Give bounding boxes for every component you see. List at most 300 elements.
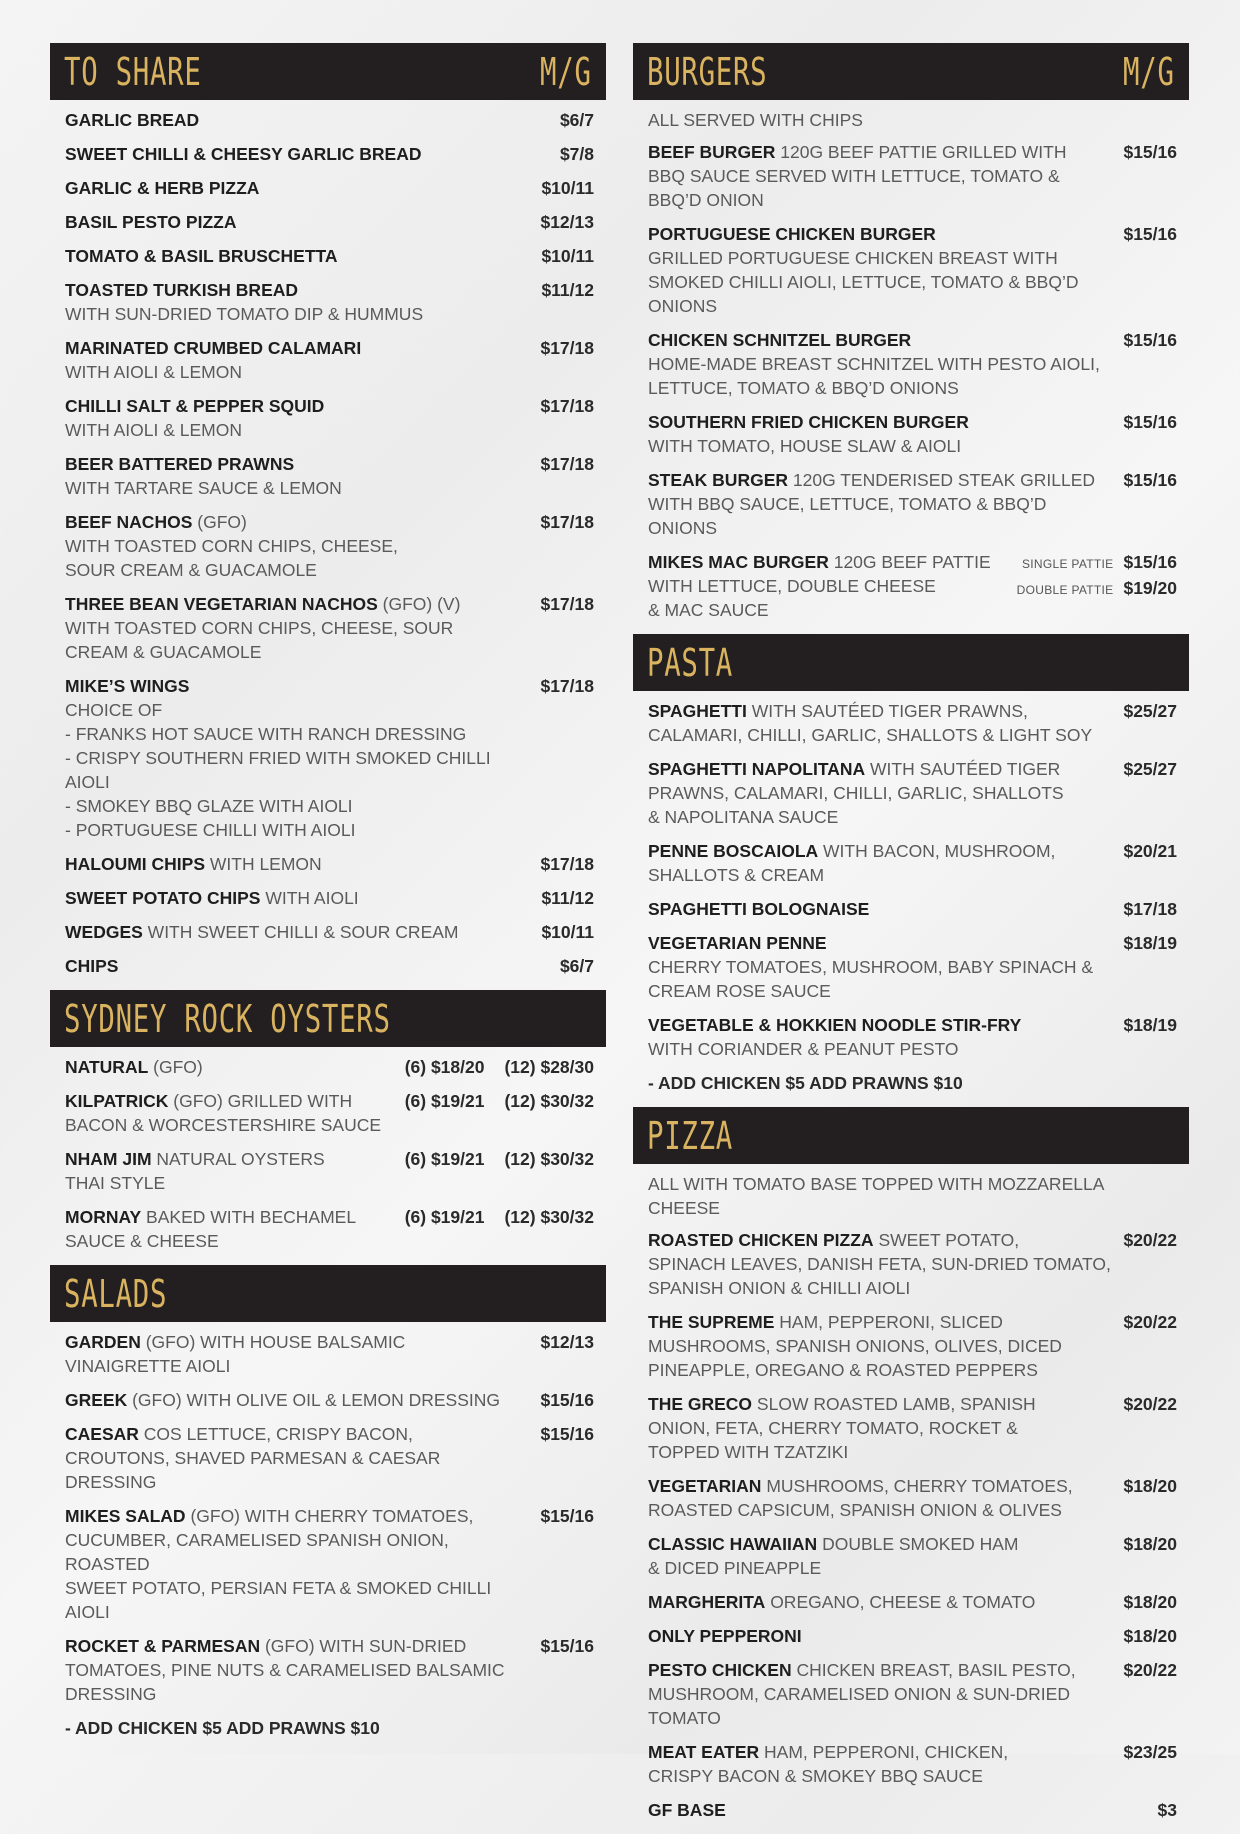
oyster-item (65, 1147, 594, 1195)
item-desc: PRAWNS, CALAMARI, CHILLI, GARLIC, SHALLOTS (648, 783, 1064, 803)
item-price: $15/16 (540, 1424, 594, 1444)
item-text (648, 1310, 1123, 1382)
menu-item (648, 1658, 1177, 1730)
item-option: - SMOKEY BBQ GLAZE WITH AIOLI (65, 796, 353, 816)
item-desc: WITH CORIANDER & PEANUT PESTO (648, 1039, 959, 1059)
section-header (50, 1265, 606, 1322)
item-desc: WITH AIOLI & LEMON (65, 420, 242, 440)
dozen-price: (12) $30/32 (504, 1149, 594, 1169)
item-text (65, 1388, 540, 1412)
size-label: M/G (1123, 49, 1175, 94)
half-dozen-price: (6) $19/21 (404, 1091, 485, 1111)
item-text (65, 1147, 405, 1195)
item-desc: CREAM ROSE SAUCE (648, 981, 831, 1001)
item-inline-desc: (GFO) WITH OLIVE OIL & LEMON DRESSING (132, 1390, 500, 1410)
section-header (633, 1107, 1189, 1164)
item-desc: & NAPOLITANA SAUCE (648, 807, 839, 827)
item-name: CHILLI SALT & PEPPER SQUID (65, 396, 325, 416)
item-text (65, 886, 541, 910)
item-name: BEER BATTERED PRAWNS (65, 454, 295, 474)
item-inline-desc: WITH BACON, MUSHROOM, (823, 841, 1056, 861)
item-name: BASIL PESTO PIZZA (65, 212, 237, 232)
item-name: PESTO CHICKEN (648, 1660, 792, 1680)
item-desc: THAI STYLE (65, 1173, 166, 1193)
item-text (648, 1532, 1123, 1580)
item-desc: MUSHROOM, CARAMELISED ONION & SUN-DRIED TOMATO (648, 1684, 1070, 1728)
menu-item (648, 222, 1177, 318)
double-label: DOUBLE PATTIE (1016, 583, 1114, 597)
item-desc: LETTUCE, TOMATO & BBQ’D ONIONS (648, 378, 959, 398)
item-price: $6/7 (559, 110, 594, 130)
item-text (65, 592, 540, 664)
item-inline-desc: 120G BEEF PATTIE (833, 552, 991, 572)
item-price: $11/12 (541, 888, 594, 908)
item-price: $20/22 (1123, 1660, 1177, 1680)
item-price: $18/19 (1123, 1015, 1177, 1035)
item-name: PENNE BOSCAIOLA (648, 841, 819, 861)
section-title: BURGERS (647, 49, 768, 94)
item-text (648, 328, 1123, 400)
item-desc: SWEET POTATO, PERSIAN FETA & SMOKED CHILLI AIOLI (65, 1578, 492, 1622)
menu-item (648, 1310, 1177, 1382)
item-desc: TOMATOES, PINE NUTS & CARAMELISED BALSAMIC DRESSING (65, 1660, 505, 1704)
dozen-price: (12) $30/32 (504, 1207, 594, 1227)
menu-item (65, 592, 594, 664)
half-dozen-price: (6) $18/20 (404, 1057, 485, 1077)
item-text (65, 954, 560, 978)
section-pasta (633, 634, 1189, 1095)
item-price: $6/7 (559, 956, 594, 976)
menu-item (648, 931, 1177, 1003)
item-text (65, 108, 560, 132)
item-text (65, 1634, 540, 1706)
item-desc: & DICED PINEAPPLE (648, 1558, 822, 1578)
item-price: $15/16 (540, 1636, 594, 1656)
single-price: $15/16 (1123, 552, 1177, 572)
item-text (648, 757, 1123, 829)
item-text (648, 1474, 1123, 1522)
item-text (648, 839, 1123, 887)
add-on-note: - ADD CHICKEN $5 ADD PRAWNS $10 (65, 1718, 380, 1738)
item-name: MIKES MAC BURGER (648, 552, 829, 572)
item-text (65, 510, 540, 582)
item-desc: MUSHROOMS, SPANISH ONIONS, OLIVES, DICED (648, 1336, 1062, 1356)
item-name: SPAGHETTI (648, 701, 747, 721)
half-dozen-price: (6) $19/21 (404, 1207, 485, 1227)
item-price: $18/20 (1123, 1626, 1177, 1646)
menu-list (65, 1330, 594, 1706)
item-price: $23/25 (1123, 1742, 1177, 1762)
item-text (648, 1624, 1123, 1648)
item-text (65, 336, 540, 384)
item-price: $18/20 (1123, 1592, 1177, 1612)
item-desc: CROUTONS, SHAVED PARMESAN & CAESAR DRESSING (65, 1448, 441, 1492)
section-title: SYDNEY ROCK OYSTERS (64, 996, 391, 1041)
item-price: $17/18 (540, 676, 594, 696)
item-desc: HOME-MADE BREAST SCHNITZEL WITH PESTO AIOLI, (648, 354, 1100, 374)
item-inline-desc: WITH AIOLI (265, 888, 359, 908)
item-text (65, 278, 541, 326)
item-desc: SPINACH LEAVES, DANISH FETA, SUN-DRIED TOMATO, (648, 1254, 1111, 1274)
item-name: MEAT EATER (648, 1742, 760, 1762)
menu-item (648, 468, 1177, 540)
item-inline-desc: CHICKEN BREAST, BASIL PESTO, (796, 1660, 1076, 1680)
item-desc: CREAM & GUACAMOLE (65, 642, 262, 662)
menu-item (65, 920, 594, 944)
item-desc: CALAMARI, CHILLI, GARLIC, SHALLOTS & LIGHT SOY (648, 725, 1093, 745)
item-text (648, 1392, 1123, 1464)
menu-item (648, 1624, 1177, 1648)
item-desc: BACON & WORCESTERSHIRE SAUCE (65, 1115, 382, 1135)
menu-list (648, 699, 1177, 1061)
item-price: $10/11 (541, 178, 594, 198)
item-desc: SMOKED CHILLI AIOLI, LETTUCE, TOMATO & BBQ’D ONIONS (648, 272, 1079, 316)
item-text (648, 897, 1123, 921)
item-inline-desc: HAM, PEPPERONI, SLICED (779, 1312, 1003, 1332)
item-text (648, 931, 1123, 1003)
item-text (65, 1504, 540, 1624)
menu-item (648, 699, 1177, 747)
menu-item (648, 1532, 1177, 1580)
item-name: SWEET POTATO CHIPS (65, 888, 261, 908)
menu-item (648, 1798, 1177, 1822)
section-title: SALADS (64, 1271, 168, 1316)
item-text (65, 394, 540, 442)
item-desc: VINAIGRETTE AIOLI (65, 1356, 231, 1376)
item-desc: CHERRY TOMATOES, MUSHROOM, BABY SPINACH & (648, 957, 1094, 977)
item-prices (1017, 550, 1177, 602)
item-inline-desc: BAKED WITH BECHAMEL (146, 1207, 357, 1227)
item-text (65, 852, 540, 876)
item-price: $25/27 (1123, 701, 1177, 721)
item-name: NATURAL (65, 1057, 149, 1077)
menu-item (65, 1634, 594, 1706)
item-inline-desc: OREGANO, CHEESE & TOMATO (770, 1592, 1036, 1612)
item-desc: TOPPED WITH TZATZIKI (648, 1442, 849, 1462)
item-desc: SAUCE & CHEESE (65, 1231, 219, 1251)
section-title: PIZZA (647, 1113, 733, 1158)
item-text (65, 1089, 405, 1137)
item-name: CAESAR (65, 1424, 139, 1444)
item-inline-desc: HAM, PEPPERONI, CHICKEN, (764, 1742, 1009, 1762)
item-inline-desc: SWEET POTATO, (878, 1230, 1020, 1250)
dozen-price: (12) $30/32 (504, 1091, 594, 1111)
item-name: THE SUPREME (648, 1312, 775, 1332)
item-name: BEEF BURGER (648, 142, 776, 162)
menu-item-mac-burger (648, 550, 1177, 622)
item-price: $18/20 (1123, 1476, 1177, 1496)
menu-item (65, 954, 594, 978)
oyster-item (65, 1205, 594, 1253)
menu-item (65, 1330, 594, 1378)
left-column (50, 43, 606, 1752)
item-text (648, 1658, 1123, 1730)
item-inline-desc: DOUBLE SMOKED HAM (822, 1534, 1019, 1554)
item-text (648, 140, 1123, 212)
item-desc: ROASTED CAPSICUM, SPANISH ONION & OLIVES (648, 1500, 1062, 1520)
item-name: SPAGHETTI NAPOLITANA (648, 759, 866, 779)
item-price: $17/18 (1123, 899, 1177, 919)
section-note: ALL WITH TOMATO BASE TOPPED WITH MOZZARELLA CHEESE (648, 1174, 1104, 1218)
section-salads (50, 1265, 606, 1740)
item-text (65, 1422, 540, 1494)
item-desc: WITH LETTUCE, DOUBLE CHEESE (648, 576, 936, 596)
section-oysters (50, 990, 606, 1253)
item-text (65, 920, 541, 944)
item-desc: WITH TOMATO, HOUSE SLAW & AIOLI (648, 436, 962, 456)
item-price: $7/8 (559, 144, 594, 164)
item-desc: GRILLED PORTUGUESE CHICKEN BREAST WITH (648, 248, 1058, 268)
item-name: SPAGHETTI BOLOGNAISE (648, 899, 870, 919)
item-inline-desc: COS LETTUCE, CRISPY BACON, (143, 1424, 413, 1444)
item-text (648, 468, 1123, 540)
item-option: - FRANKS HOT SAUCE WITH RANCH DRESSING (65, 724, 467, 744)
item-inline-desc: (GFO) GRILLED WITH (173, 1091, 353, 1111)
item-name: MORNAY (65, 1207, 142, 1227)
dozen-price: (12) $28/30 (504, 1057, 594, 1077)
item-text (65, 176, 541, 200)
item-name: TOASTED TURKISH BREAD (65, 280, 299, 300)
item-desc: WITH SUN-DRIED TOMATO DIP & HUMMUS (65, 304, 424, 324)
menu-item (648, 1590, 1177, 1614)
item-name: CHIPS (65, 956, 119, 976)
menu-item (65, 1422, 594, 1494)
menu-list (648, 140, 1177, 540)
item-price: $20/22 (1123, 1230, 1177, 1250)
item-name: CLASSIC HAWAIIAN (648, 1534, 818, 1554)
item-price: $15/16 (1123, 470, 1177, 490)
item-price: $17/18 (540, 594, 594, 614)
item-price: $15/16 (1123, 224, 1177, 244)
item-name: SWEET CHILLI & CHEESY GARLIC BREAD (65, 144, 422, 164)
section-title: TO SHARE (64, 49, 202, 94)
item-inline-desc: WITH LEMON (209, 854, 322, 874)
item-text (65, 142, 560, 166)
item-price: $12/13 (540, 212, 594, 232)
section-burgers (633, 43, 1189, 622)
item-inline-desc: (GFO) WITH HOUSE BALSAMIC (145, 1332, 406, 1352)
item-name: VEGETARIAN (648, 1476, 762, 1496)
menu-item (648, 1228, 1177, 1300)
section-header (633, 43, 1189, 100)
item-name: KILPATRICK (65, 1091, 169, 1111)
menu-item (648, 1392, 1177, 1464)
item-price: $15/16 (1123, 142, 1177, 162)
item-text (65, 674, 540, 842)
item-text (648, 222, 1123, 318)
half-dozen-price: (6) $19/21 (404, 1149, 485, 1169)
item-name: THE GRECO (648, 1394, 753, 1414)
single-label: SINGLE PATTIE (1021, 557, 1114, 571)
item-desc: WITH TOASTED CORN CHIPS, CHEESE, (65, 536, 398, 556)
item-name: GF BASE (648, 1800, 726, 1820)
item-text (648, 1740, 1123, 1788)
menu-item (65, 886, 594, 910)
item-text (65, 1330, 540, 1378)
item-desc: BBQ SAUCE SERVED WITH LETTUCE, TOMATO & BBQ’D ONION (648, 166, 1060, 210)
item-price: $18/19 (1123, 933, 1177, 953)
item-text (648, 1013, 1123, 1061)
menu-item (65, 674, 594, 842)
section-note: ALL SERVED WITH CHIPS (648, 110, 863, 130)
item-price: $17/18 (540, 338, 594, 358)
oyster-item (65, 1089, 594, 1137)
item-price: $15/16 (1123, 412, 1177, 432)
item-name: GREEK (65, 1390, 128, 1410)
item-text (65, 1055, 405, 1079)
item-name: GARLIC & HERB PIZZA (65, 178, 260, 198)
item-desc: SOUR CREAM & GUACAMOLE (65, 560, 317, 580)
menu-item (65, 452, 594, 500)
menu-item (65, 1504, 594, 1624)
item-price: $20/22 (1123, 1394, 1177, 1414)
item-name: THREE BEAN VEGETARIAN NACHOS (65, 594, 378, 614)
item-price: $15/16 (540, 1506, 594, 1526)
menu-item (648, 897, 1177, 921)
item-inline-desc: 120G TENDERISED STEAK GRILLED (792, 470, 1096, 490)
item-desc: WITH TARTARE SAUCE & LEMON (65, 478, 342, 498)
item-price: $15/16 (540, 1390, 594, 1410)
item-desc: ONION, FETA, CHERRY TOMATO, ROCKET & (648, 1418, 1018, 1438)
menu-item (65, 852, 594, 876)
item-option: - PORTUGUESE CHILLI WITH AIOLI (65, 820, 356, 840)
item-text (65, 1205, 405, 1253)
item-inline-desc: WITH SAUTÉED TIGER (870, 759, 1061, 779)
menu-item (65, 108, 594, 132)
item-name: VEGETARIAN PENNE (648, 933, 827, 953)
item-inline-desc: NATURAL OYSTERS (156, 1149, 325, 1169)
item-text (648, 410, 1123, 458)
item-text (648, 1228, 1123, 1300)
item-desc: PINEAPPLE, OREGANO & ROASTED PEPPERS (648, 1360, 1038, 1380)
item-name: GARDEN (65, 1332, 141, 1352)
item-price: $20/21 (1123, 841, 1177, 861)
item-inline-desc: 120G BEEF PATTIE GRILLED WITH (780, 142, 1067, 162)
item-price: $10/11 (541, 922, 594, 942)
double-price: $19/20 (1123, 578, 1177, 598)
item-inline-desc: SLOW ROASTED LAMB, SPANISH (756, 1394, 1036, 1414)
item-inline-desc: (GFO) (V) (382, 594, 461, 614)
item-inline-desc: (GFO) WITH SUN-DRIED (264, 1636, 467, 1656)
item-name: VEGETABLE & HOKKIEN NOODLE STIR-FRY (648, 1015, 1022, 1035)
item-text (65, 210, 540, 234)
item-name: MIKES SALAD (65, 1506, 186, 1526)
item-inline-desc: WITH SWEET CHILLI & SOUR CREAM (147, 922, 459, 942)
item-name: NHAM JIM (65, 1149, 152, 1169)
menu-item (648, 757, 1177, 829)
item-text (648, 699, 1123, 747)
item-name: ROCKET & PARMESAN (65, 1636, 261, 1656)
menu-item (648, 1740, 1177, 1788)
oyster-prices (405, 1055, 594, 1079)
size-label: M/G (540, 49, 592, 94)
section-title: PASTA (647, 640, 733, 685)
oyster-prices (405, 1089, 594, 1113)
menu-item (65, 176, 594, 200)
item-name: STEAK BURGER (648, 470, 789, 490)
item-text (65, 452, 540, 500)
item-name: WEDGES (65, 922, 143, 942)
item-desc: CUCUMBER, CARAMELISED SPANISH ONION, ROASTED (65, 1530, 449, 1574)
oyster-prices (405, 1205, 594, 1229)
menu-list (50, 100, 606, 978)
menu-item (648, 1013, 1177, 1061)
item-name: SOUTHERN FRIED CHICKEN BURGER (648, 412, 969, 432)
menu-item (65, 1388, 594, 1412)
section-pizza (633, 1107, 1189, 1822)
item-desc: SPANISH ONION & CHILLI AIOLI (648, 1278, 911, 1298)
item-option: - CRISPY SOUTHERN FRIED WITH SMOKED CHILLI AIOLI (65, 748, 491, 792)
item-desc: CRISPY BACON & SMOKEY BBQ SAUCE (648, 1766, 983, 1786)
oyster-prices (405, 1147, 594, 1171)
item-desc: WITH BBQ SAUCE, LETTUCE, TOMATO & BBQ’D ONIONS (648, 494, 1047, 538)
right-column (633, 43, 1189, 1834)
item-name: ROASTED CHICKEN PIZZA (648, 1230, 874, 1250)
menu-item (65, 210, 594, 234)
item-price: $20/22 (1123, 1312, 1177, 1332)
item-text (648, 1590, 1123, 1614)
item-name: TOMATO & BASIL BRUSCHETTA (65, 246, 338, 266)
item-name: ONLY PEPPERONI (648, 1626, 802, 1646)
item-name: MARINATED CRUMBED CALAMARI (65, 338, 362, 358)
item-inline-desc: (GFO) (197, 512, 247, 532)
section-header (50, 990, 606, 1047)
item-name: BEEF NACHOS (65, 512, 193, 532)
item-name: CHICKEN SCHNITZEL BURGER (648, 330, 912, 350)
item-name: HALOUMI CHIPS (65, 854, 205, 874)
add-on-note: - ADD CHICKEN $5 ADD PRAWNS $10 (648, 1073, 963, 1093)
item-text (65, 244, 541, 268)
menu-item (648, 410, 1177, 458)
item-name: MIKE’S WINGS (65, 676, 190, 696)
item-desc: WITH TOASTED CORN CHIPS, CHEESE, SOUR (65, 618, 454, 638)
item-desc: SHALLOTS & CREAM (648, 865, 825, 885)
menu-item (65, 278, 594, 326)
item-desc: & MAC SAUCE (648, 600, 769, 620)
section-to-share (50, 43, 606, 978)
item-inline-desc: MUSHROOMS, CHERRY TOMATOES, (766, 1476, 1073, 1496)
menu-item (65, 142, 594, 166)
item-name: PORTUGUESE CHICKEN BURGER (648, 224, 936, 244)
item-name: GARLIC BREAD (65, 110, 200, 130)
section-header (633, 634, 1189, 691)
menu-list (648, 1228, 1177, 1822)
menu-item (65, 394, 594, 442)
menu-item (65, 244, 594, 268)
menu-list (50, 1047, 606, 1253)
menu-item (648, 140, 1177, 212)
item-text (648, 1798, 1158, 1822)
menu-item (648, 839, 1177, 887)
item-desc: WITH AIOLI & LEMON (65, 362, 242, 382)
menu-item (65, 510, 594, 582)
menu-item (648, 1474, 1177, 1522)
item-desc: CHOICE OF (65, 700, 163, 720)
item-price: $3 (1157, 1800, 1177, 1820)
item-price: $25/27 (1123, 759, 1177, 779)
item-price: $17/18 (540, 512, 594, 532)
item-price: $17/18 (540, 396, 594, 416)
menu-item (65, 336, 594, 384)
menu-item (648, 328, 1177, 400)
item-name: MARGHERITA (648, 1592, 766, 1612)
item-price: $17/18 (540, 454, 594, 474)
item-inline-desc: (GFO) (153, 1057, 203, 1077)
section-header (50, 43, 606, 100)
item-price: $17/18 (540, 854, 594, 874)
item-price: $10/11 (541, 246, 594, 266)
item-price: $18/20 (1123, 1534, 1177, 1554)
